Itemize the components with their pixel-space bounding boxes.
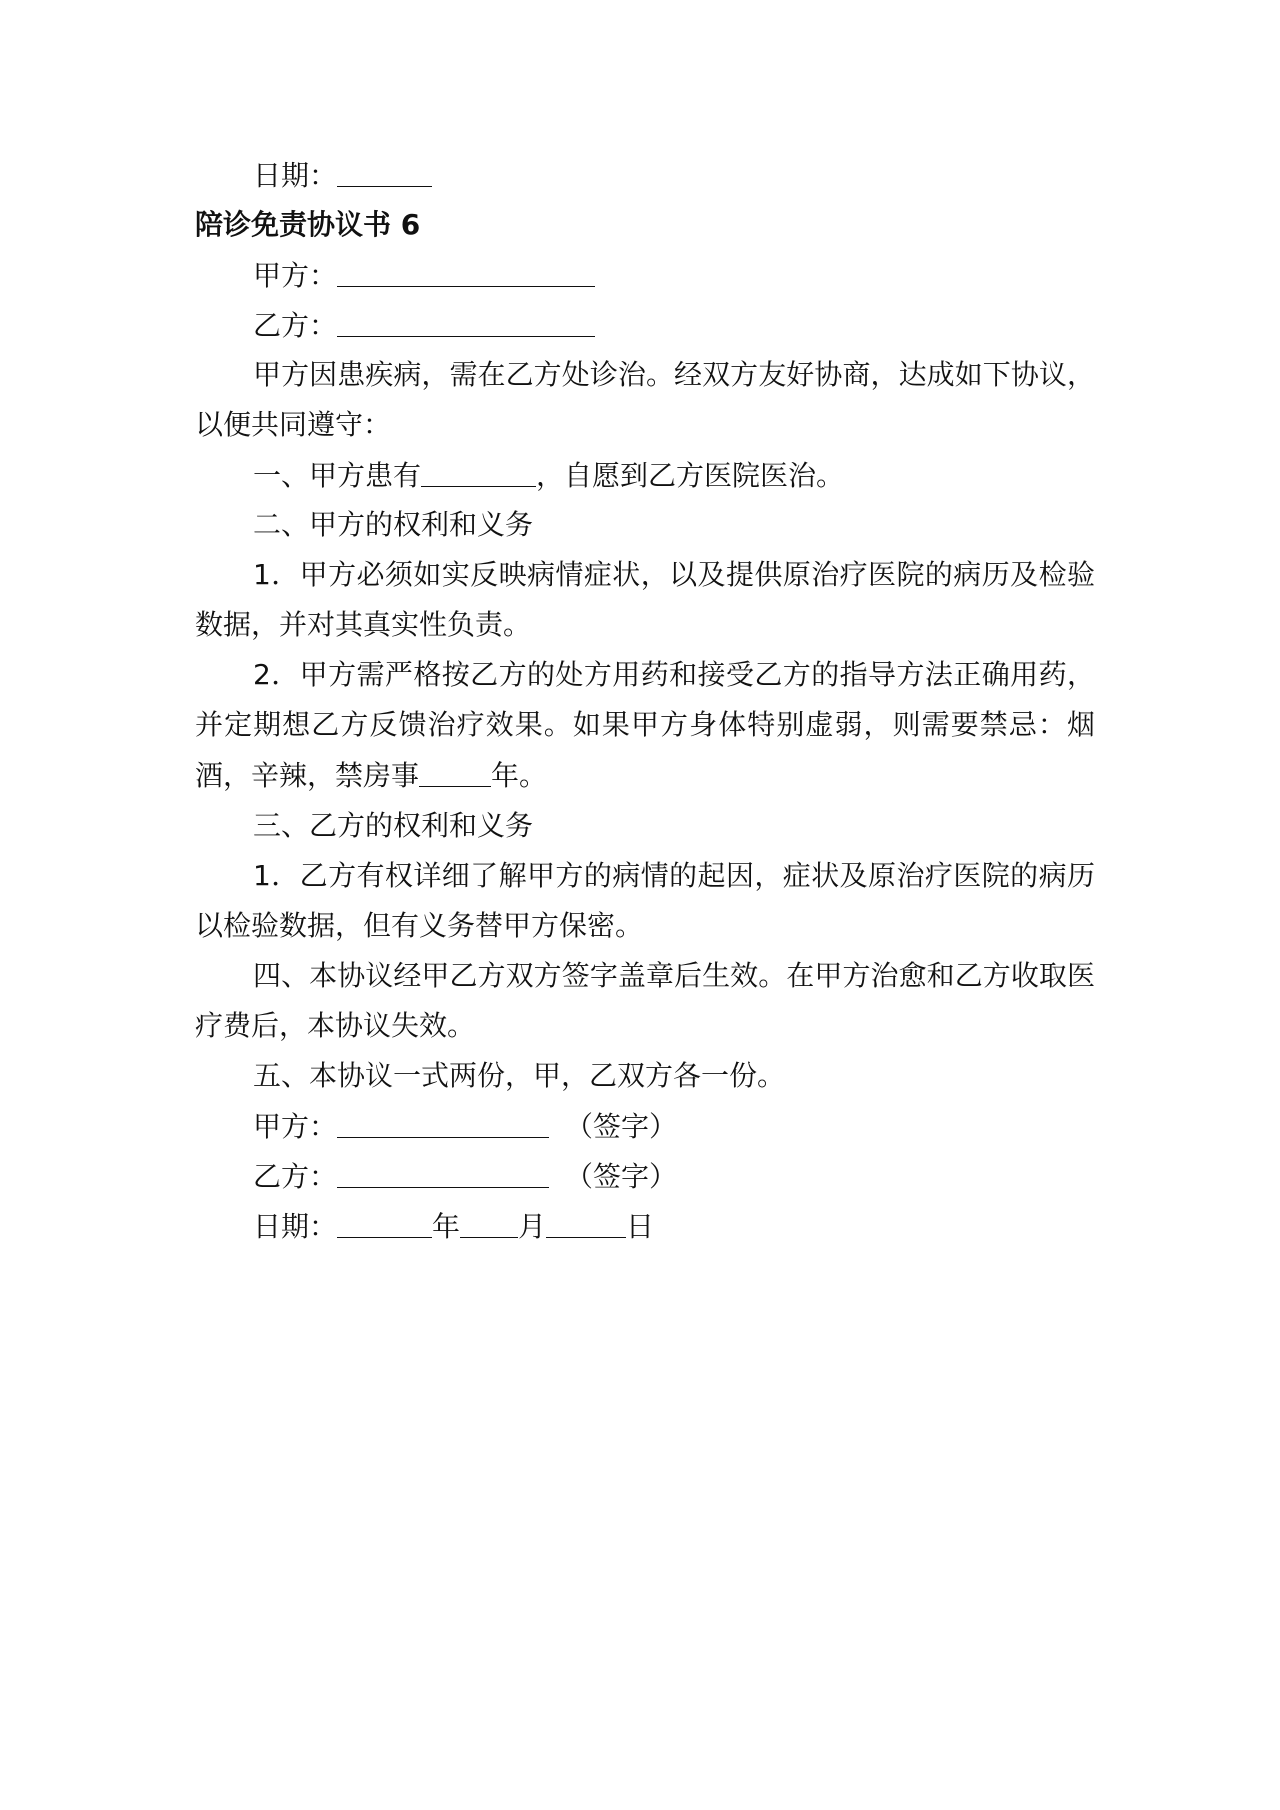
document-title: 陪诊免责协议书 6	[195, 208, 421, 241]
sign-a-label: 甲方：	[253, 1110, 338, 1143]
sign-date-month-blank	[460, 1203, 518, 1238]
clause-2-item-2-before: 2．甲方需严格按乙方的处方用药和接受乙方的指导方法正确用药，并定期想乙方反馈治疗效果。如果甲方身体特别虚弱，则需要禁忌：烟酒，辛辣，禁房事	[195, 658, 1095, 792]
clause-4: 四、本协议经甲乙方双方签字盖章后生效。在甲方治愈和乙方收取医疗费后，本协议失效。	[195, 959, 1095, 1042]
sign-date-year-blank	[337, 1203, 432, 1238]
top-date-label: 日期：	[253, 159, 338, 192]
clause-2-heading: 二、甲方的权利和义务	[253, 508, 534, 541]
intro-paragraph: 甲方因患疾病，需在乙方处诊治。经双方友好协商，达成如下协议，以便共同遵守：	[195, 358, 1095, 441]
sign-date-month: 月	[518, 1210, 547, 1243]
sign-a-blank	[337, 1103, 549, 1138]
clause-3-heading: 三、乙方的权利和义务	[253, 809, 534, 842]
sign-date-year: 年	[432, 1210, 461, 1243]
sign-date-line	[195, 1201, 1095, 1251]
party-b-blank	[337, 302, 595, 337]
party-a-blank	[337, 252, 595, 287]
clause-1	[195, 450, 1095, 500]
document-page	[195, 150, 1095, 1251]
party-a-line	[195, 250, 1095, 300]
sign-b-line	[195, 1151, 1095, 1201]
clause-2-item-1: 1．甲方必须如实反映病情症状，以及提供原治疗医院的病历及检验数据，并对其真实性负责。	[195, 558, 1095, 641]
clause-2-item-2	[195, 650, 1095, 801]
clause-1-before: 一、甲方患有	[253, 459, 422, 492]
sign-date-day: 日	[626, 1210, 655, 1243]
party-b-line	[195, 300, 1095, 350]
party-b-label: 乙方：	[253, 309, 338, 342]
top-date-line	[195, 150, 1095, 200]
clause-1-blank	[421, 452, 536, 487]
sign-b-label: 乙方：	[253, 1160, 338, 1193]
clause-5: 五、本协议一式两份，甲，乙双方各一份。	[253, 1059, 786, 1092]
sign-a-line	[195, 1101, 1095, 1151]
clause-2-item-2-blank	[419, 752, 491, 787]
sign-b-note: （签字）	[565, 1160, 678, 1193]
clause-1-after: ，自愿到乙方医院医治。	[536, 459, 845, 492]
party-a-label: 甲方：	[253, 259, 338, 292]
sign-b-blank	[337, 1153, 549, 1188]
top-date-blank	[337, 152, 432, 187]
sign-date-label: 日期：	[253, 1210, 338, 1243]
clause-3-item-1: 1．乙方有权详细了解甲方的病情的起因，症状及原治疗医院的病历以检验数据，但有义务替甲方保密。	[195, 859, 1095, 942]
sign-date-day-blank	[546, 1203, 626, 1238]
sign-a-note: （签字）	[565, 1110, 678, 1143]
clause-2-item-2-after: 年。	[491, 759, 548, 792]
